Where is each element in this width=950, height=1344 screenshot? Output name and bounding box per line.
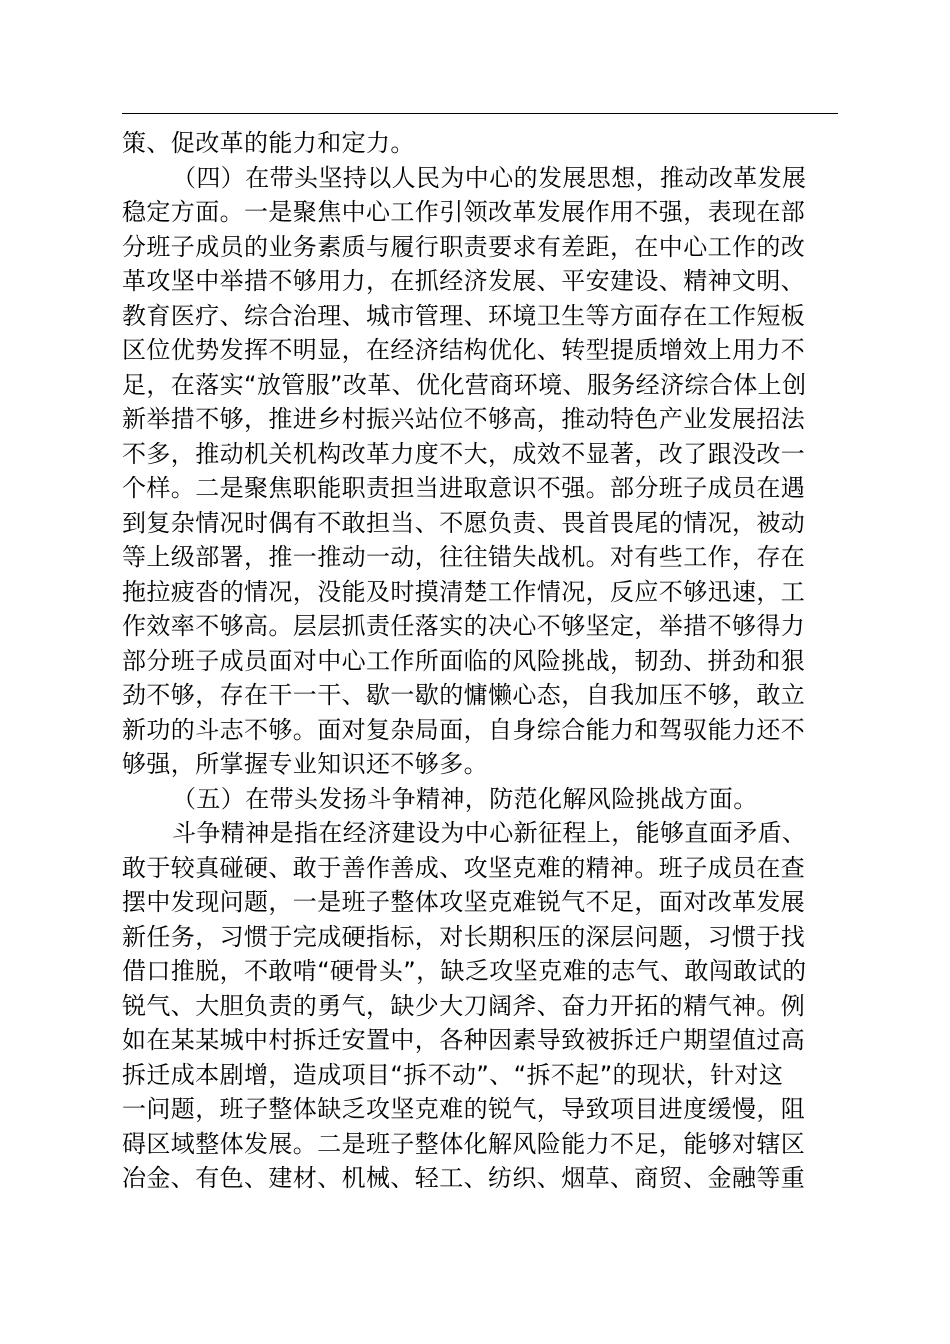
text-line: 锐气、大胆负责的勇气，缺少大刀阔斧、奋力开拓的精气神。例 — [122, 991, 806, 1020]
text-line: 拖拉疲沓的情况，没能及时摸清楚工作情况，反应不够迅速，工 — [122, 577, 806, 606]
text-line: 拆迁成本剧增，造成项目“拆不动”、“拆不起”的现状，针对这 — [122, 1060, 784, 1089]
text-line: 够强，所掌握专业知识还不够多。 — [122, 750, 488, 778]
text-line: 摆中发现问题，一是班子整体攻坚克难锐气不足，面对改革发展 — [122, 888, 806, 916]
text-line: 革攻坚中举措不够用力，在抓经济发展、平安建设、精神文明、 — [122, 267, 806, 295]
text-line: 劲不够，存在干一干、歇一歇的慵懒心态，自我加压不够，敢立 — [122, 681, 806, 709]
text-line: 碍区域整体发展。二是班子整体化解风险能力不足，能够对辖区 — [122, 1129, 806, 1158]
text-line: 如在某某城中村拆迁安置中，各种因素导致被拆迁户期望值过高 — [122, 1026, 806, 1054]
text-line: 策、促改革的能力和定力。 — [122, 129, 415, 157]
text-line: 新功的斗志不够。面对复杂局面，自身综合能力和驾驭能力还不 — [122, 715, 806, 744]
text-line: 不多，推动机关机构改革力度不大，成效不显著，改了跟没改一 — [122, 439, 806, 468]
text-line: 教育医疗、综合治理、城市管理、环境卫生等方面存在工作短板 — [122, 301, 806, 330]
section-heading-5: （五）在带头发扬斗争精神，防范化解风险挑战方面。 — [172, 784, 758, 813]
paragraph-start: 斗争精神是指在经济建设为中心新征程上，能够直面矛盾、 — [172, 819, 807, 847]
text-line: 冶金、有色、建材、机械、轻工、纺织、烟草、商贸、金融等重 — [122, 1164, 806, 1192]
text-line: 新举措不够，推进乡村振兴站位不够高，推动特色产业发展招法 — [122, 405, 806, 433]
text-line: 区位优势发挥不明显，在经济结构优化、转型提质增效上用力不 — [122, 336, 806, 364]
text-line: 敢于较真碰硬、敢于善作善成、攻坚克难的精神。班子成员在查 — [122, 853, 806, 882]
text-line: 稳定方面。一是聚焦中心工作引领改革发展作用不强，表现在部 — [122, 198, 806, 226]
text-line: 足，在落实“放管服”改革、优化营商环境、服务经济综合体上创 — [122, 370, 807, 399]
text-line: 分班子成员的业务素质与履行职责要求有差距，在中心工作的改 — [122, 232, 806, 261]
header-rule — [122, 113, 838, 114]
text-line: 到复杂情况时偶有不敢担当、不愿负责、畏首畏尾的情况，被动 — [122, 508, 806, 537]
text-line: 新任务，习惯于完成硬指标，对长期积压的深层问题，习惯于找 — [122, 922, 806, 951]
section-heading-4: （四）在带头坚持以人民为中心的发展思想，推动改革发展 — [172, 163, 807, 192]
document-body — [122, 126, 838, 1196]
text-line: 作效率不够高。层层抓责任落实的决心不够坚定，举措不够得力 — [122, 612, 806, 640]
text-line: 等上级部署，推一推动一动，往往错失战机。对有些工作，存在 — [122, 543, 806, 571]
text-line: 借口推脱，不敢啃“硬骨头”，缺乏攻坚克难的志气、敢闯敢试的 — [122, 957, 807, 985]
text-line: 部分班子成员面对中心工作所面临的风险挑战，韧劲、拼劲和狠 — [122, 646, 806, 675]
text-line: 一问题，班子整体缺乏攻坚克难的锐气，导致项目进度缓慢，阻 — [122, 1095, 806, 1123]
text-line: 个样。二是聚焦职能职责担当进取意识不强。部分班子成员在遇 — [122, 474, 806, 502]
